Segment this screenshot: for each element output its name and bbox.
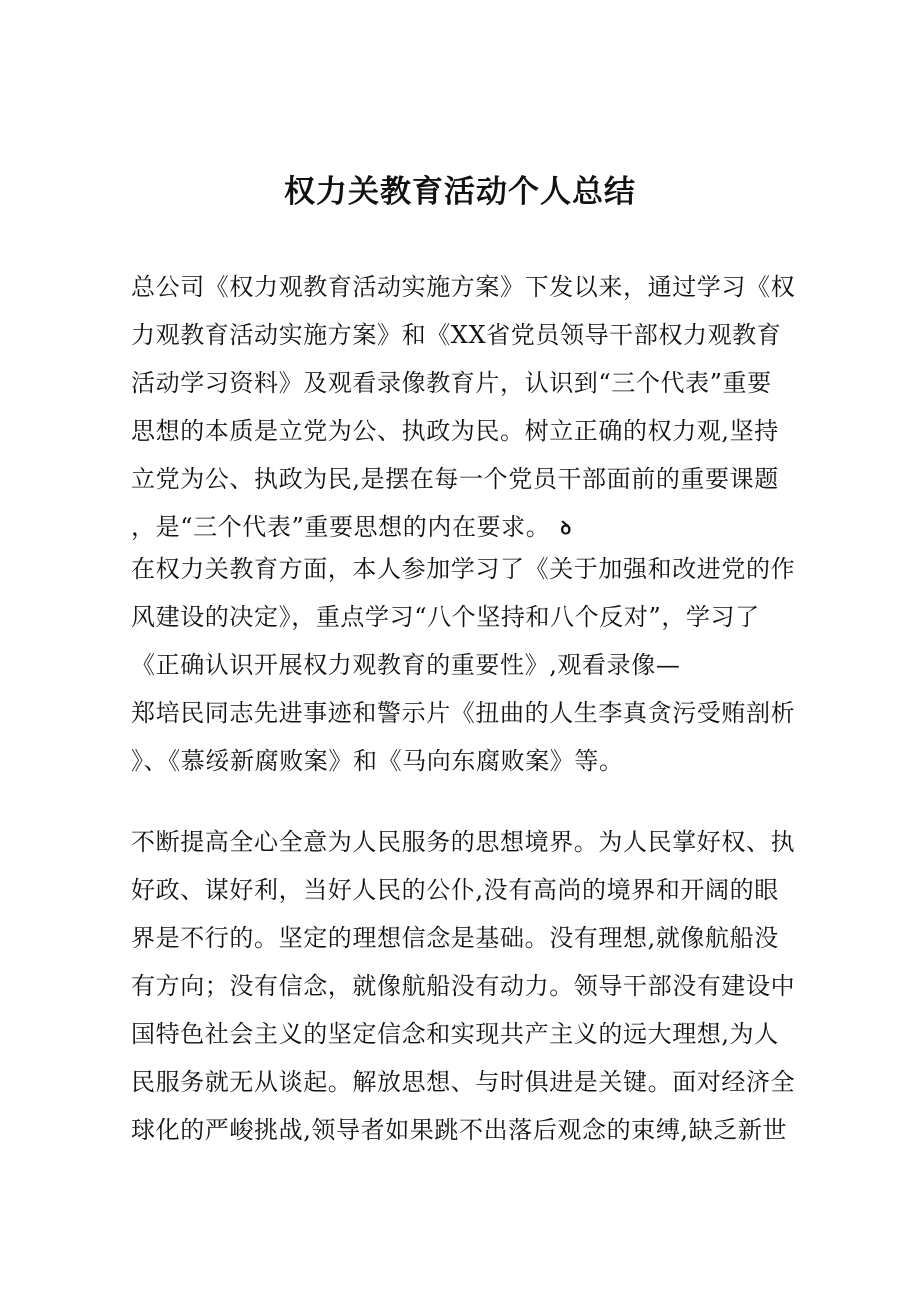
paragraph-line: 风建设的决定》，重点学习“八个坚持和八个反对”，学习了 (131, 603, 760, 631)
paragraph-line: 立党为公、执政为民,是摆在每一个党员干部面前的重要课题 (131, 465, 779, 493)
paragraph-2 (131, 545, 811, 785)
paragraph-line: 活动学习资料》及观看录像教育片，认识到“三个代表”重要 (131, 369, 772, 397)
paragraph-line: 《正确认识开展权力观教育的重要性》,观看录像— (131, 651, 681, 679)
paragraph-line-with-mark (131, 503, 811, 551)
paragraph-1 (131, 263, 811, 551)
paragraph-line: 思想的本质是立党为公、执政为民。树立正确的权力观,坚持 (131, 417, 779, 445)
paragraph-end-mark-icon: ꝺ (560, 517, 572, 539)
paragraph-line: 国特色社会主义的坚定信念和实现共产主义的远大理想,为人 (131, 1020, 779, 1048)
paragraph-line: 不断提高全心全意为人民服务的思想境界。为人民掌好权、执 (131, 828, 796, 856)
paragraph-line: 有方向；没有信念，就像航船没有动力。领导干部没有建设中 (131, 972, 796, 1000)
paragraph-line: 好政、谋好利，当好人民的公仆,没有高尚的境界和开阔的眼 (131, 876, 779, 904)
paragraph-3 (131, 818, 811, 1154)
paragraph-line: 在权力关教育方面，本人参加学习了《关于加强和改进党的作 (131, 555, 796, 583)
page-title: 权力关教育活动个人总结 (284, 174, 636, 210)
paragraph-line: 界是不行的。坚定的理想信念是基础。没有理想,就像航船没 (131, 924, 779, 952)
paragraph-line: 力观教育活动实施方案》和《XX省党员领导干部权力观教育 (131, 321, 782, 349)
paragraph-line: 总公司《权力观教育活动实施方案》下发以来，通过学习《权 (131, 273, 796, 301)
paragraph-line: 球化的严峻挑战,领导者如果跳不出落后观念的束缚,缺乏新世 (131, 1116, 788, 1144)
paragraph-line: 民服务就无从谈起。解放思想、与时俱进是关键。面对经济全 (131, 1068, 796, 1096)
paragraph-line: 郑培民同志先进事迹和警示片《扭曲的人生李真贪污受贿剖析 (131, 699, 796, 727)
paragraph-line-text: ，是“三个代表”重要思想的内在要求。 (131, 513, 551, 541)
paragraph-line: 》、《慕绥新腐败案》和《马向东腐败案》等。 (131, 747, 624, 775)
